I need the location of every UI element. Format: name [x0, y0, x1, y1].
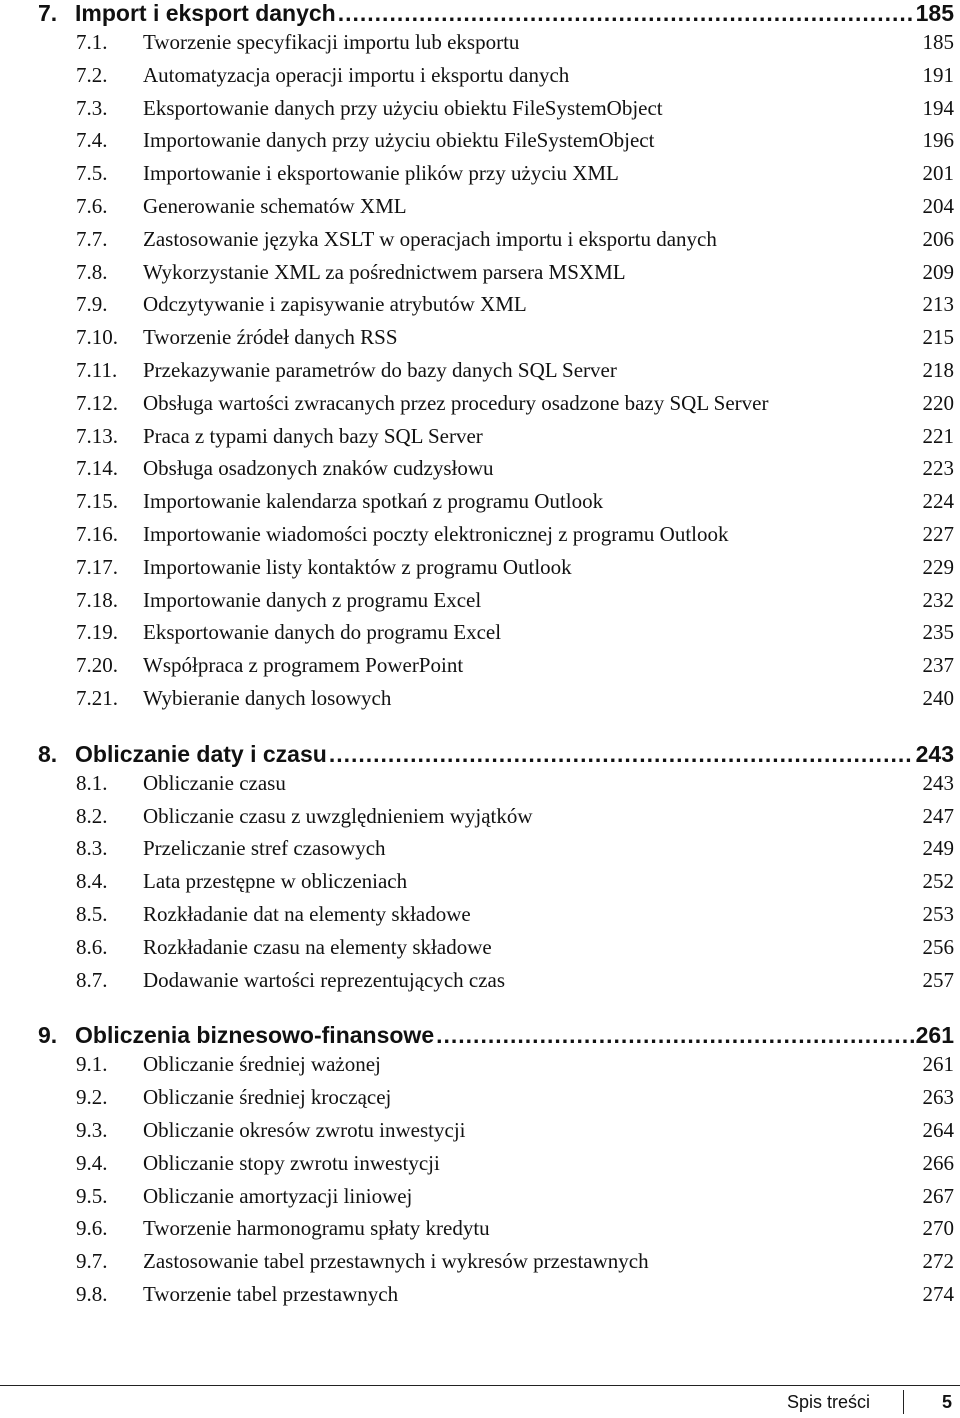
toc-entry[interactable] [38, 30, 954, 63]
toc-entry[interactable] [38, 96, 954, 129]
entry-title: Eksportowanie danych do programu Excel [143, 620, 502, 645]
entry-title: Wybieranie danych losowych [143, 685, 392, 710]
toc-entry[interactable] [38, 161, 954, 194]
entry-page: 272 [922, 1249, 954, 1274]
entry-page: 229 [922, 554, 954, 579]
entry-number: 7.21. [76, 685, 118, 710]
entry-page: 235 [922, 620, 954, 645]
page-footer [0, 1385, 960, 1418]
entry-number: 8.2. [76, 803, 108, 828]
entry-page: 267 [922, 1183, 954, 1208]
entry-number: 7.18. [76, 587, 118, 612]
entry-number: 7.14. [76, 456, 118, 481]
chapter-title: Obliczanie daty i czasu [75, 740, 327, 767]
toc-entry[interactable] [38, 227, 954, 260]
entry-title: Zastosowanie języka XSLT w operacjach importu i eksportu danych [143, 226, 717, 251]
entry-title: Tworzenie harmonogramu spłaty kredytu [143, 1216, 490, 1241]
entry-page: 204 [922, 193, 954, 218]
chapter-number: 8. [38, 740, 58, 767]
entry-page: 263 [922, 1085, 954, 1110]
entry-title: Obsługa osadzonych znaków cudzysłowu [143, 456, 494, 481]
entry-number: 9.8. [76, 1281, 108, 1306]
entry-number: 7.4. [76, 128, 108, 153]
entry-number: 7.17. [76, 554, 118, 579]
entry-title: Odczytywanie i zapisywanie atrybutów XML [143, 292, 527, 317]
entry-number: 7.15. [76, 489, 118, 514]
toc-entry[interactable] [38, 804, 954, 837]
toc-entry[interactable] [38, 1216, 954, 1249]
entry-number: 7.11. [76, 357, 118, 382]
dot-leader [338, 0, 914, 27]
chapter-title: Obliczenia biznesowo-finansowe [75, 1022, 435, 1049]
entry-title: Obsługa wartości zwracanych przez procedury osadzone bazy SQL Server [143, 390, 769, 415]
toc-entry[interactable] [38, 63, 954, 96]
chapter-page: 243 [915, 740, 954, 767]
entry-page: 274 [922, 1281, 954, 1306]
toc-entry[interactable] [38, 588, 954, 621]
entry-number: 7.20. [76, 653, 118, 678]
entry-number: 7.2. [76, 62, 108, 87]
chapter-heading[interactable] [38, 0, 954, 30]
entry-number: 8.7. [76, 967, 108, 992]
entry-title: Obliczanie amortyzacji liniowej [143, 1183, 413, 1208]
entry-number: 9.3. [76, 1117, 108, 1142]
entry-page: 201 [922, 161, 954, 186]
table-of-contents [38, 0, 954, 1315]
footer-page-number: 5 [941, 1392, 952, 1412]
toc-entry[interactable] [38, 902, 954, 935]
entry-title: Generowanie schematów XML [143, 193, 407, 218]
entry-number: 7.10. [76, 325, 118, 350]
toc-entry[interactable] [38, 1052, 954, 1085]
toc-entry[interactable] [38, 1249, 954, 1282]
entry-title: Tworzenie specyfikacji importu lub eksportu [143, 30, 520, 54]
toc-entry[interactable] [38, 1151, 954, 1184]
entry-number: 7.7. [76, 226, 108, 251]
toc-entry[interactable] [38, 968, 954, 1001]
entry-title: Importowanie kalendarza spotkań z programu Outlook [143, 489, 604, 514]
entry-title: Obliczanie stopy zwrotu inwestycji [143, 1150, 440, 1175]
entry-number: 9.5. [76, 1183, 108, 1208]
toc-entry[interactable] [38, 686, 954, 719]
entry-title: Zastosowanie tabel przestawnych i wykresów przestawnych [143, 1249, 649, 1274]
toc-entry[interactable] [38, 194, 954, 227]
entry-page: 185 [922, 30, 954, 54]
entry-title: Tworzenie źródeł danych RSS [143, 325, 398, 350]
chapter-heading[interactable] [38, 741, 954, 771]
entry-title: Obliczanie średniej ważonej [143, 1052, 381, 1077]
entry-title: Przekazywanie parametrów do bazy danych SQL Server [143, 357, 617, 382]
entry-title: Importowanie danych przy użyciu obiektu FileSystemObject [143, 128, 655, 153]
toc-entry[interactable] [38, 391, 954, 424]
entry-page: 227 [922, 521, 954, 546]
entry-page: 253 [922, 901, 954, 926]
entry-title: Importowanie danych z programu Excel [143, 587, 482, 612]
toc-entry[interactable] [38, 1184, 954, 1217]
chapter-page: 261 [915, 1022, 954, 1049]
entry-page: 223 [922, 456, 954, 481]
entry-page: 256 [922, 934, 954, 959]
entry-page: 215 [922, 325, 954, 350]
entry-page: 247 [922, 803, 954, 828]
entry-title: Rozkładanie czasu na elementy składowe [143, 934, 492, 959]
entry-page: 220 [922, 390, 954, 415]
entry-number: 7.19. [76, 620, 118, 645]
entry-number: 8.5. [76, 901, 108, 926]
toc-entry[interactable] [38, 935, 954, 968]
toc-entry[interactable] [38, 836, 954, 869]
toc-entry[interactable] [38, 260, 954, 293]
entry-title: Przeliczanie stref czasowych [143, 836, 386, 861]
dot-leader [329, 741, 914, 768]
entry-page: 232 [922, 587, 954, 612]
entry-number: 7.16. [76, 521, 118, 546]
entry-page: 191 [922, 62, 954, 87]
entry-number: 8.4. [76, 869, 108, 894]
entry-page: 209 [922, 259, 954, 284]
entry-number: 9.2. [76, 1085, 108, 1110]
entry-title: Dodawanie wartości reprezentujących czas [143, 967, 506, 992]
entry-page: 243 [922, 770, 954, 795]
toc-entry[interactable] [38, 1085, 954, 1118]
entry-page: 206 [922, 226, 954, 251]
entry-title: Obliczanie średniej kroczącej [143, 1085, 392, 1110]
entry-title: Automatyzacja operacji importu i eksportu danych [143, 62, 570, 87]
entry-title: Eksportowanie danych przy użyciu obiektu FileSystemObject [143, 95, 663, 120]
entry-title: Lata przestępne w obliczeniach [143, 869, 408, 894]
entry-title: Importowanie i eksportowanie plików przy użyciu XML [143, 161, 619, 186]
chapter-spacer [38, 1000, 954, 1022]
toc-entry[interactable] [38, 325, 954, 358]
chapter-number: 7. [38, 0, 58, 26]
chapter-spacer [38, 719, 954, 741]
entry-number: 7.12. [76, 390, 118, 415]
entry-number: 7.13. [76, 423, 118, 448]
entry-title: Współpraca z programem PowerPoint [143, 653, 464, 678]
toc-entry[interactable] [38, 128, 954, 161]
entry-page: 194 [922, 95, 954, 120]
entry-page: 261 [922, 1052, 954, 1077]
entry-page: 224 [922, 489, 954, 514]
chapter-page: 185 [915, 0, 954, 26]
toc-entry[interactable] [38, 869, 954, 902]
toc-entry[interactable] [38, 1118, 954, 1151]
entry-number: 8.3. [76, 836, 108, 861]
toc-entry[interactable] [38, 771, 954, 804]
entry-number: 7.5. [76, 161, 108, 186]
entry-page: 237 [922, 653, 954, 678]
toc-entry[interactable] [38, 620, 954, 653]
entry-page: 252 [922, 869, 954, 894]
entry-number: 9.6. [76, 1216, 108, 1241]
entry-number: 7.3. [76, 95, 108, 120]
entry-number: 9.4. [76, 1150, 108, 1175]
entry-title: Rozkładanie dat na elementy składowe [143, 901, 471, 926]
entry-number: 8.6. [76, 934, 108, 959]
entry-title: Praca z typami danych bazy SQL Server [143, 423, 483, 448]
entry-title: Importowanie wiadomości poczty elektronicznej z programu Outlook [143, 521, 729, 546]
entry-title: Obliczanie czasu z uwzględnieniem wyjątków [143, 803, 533, 828]
entry-page: 221 [922, 423, 954, 448]
entry-title: Obliczanie czasu [143, 770, 286, 795]
entry-page: 213 [922, 292, 954, 317]
toc-entry[interactable] [38, 555, 954, 588]
entry-page: 266 [922, 1150, 954, 1175]
entry-number: 7.9. [76, 292, 108, 317]
toc-entry[interactable] [38, 424, 954, 457]
toc-entry[interactable] [38, 1282, 954, 1315]
entry-page: 270 [922, 1216, 954, 1241]
chapter-title: Import i eksport danych [75, 0, 336, 26]
dot-leader [436, 1022, 914, 1049]
entry-page: 196 [922, 128, 954, 153]
entry-number: 7.1. [76, 30, 108, 54]
toc-entry[interactable] [38, 522, 954, 555]
entry-number: 8.1. [76, 770, 108, 795]
entry-title: Wykorzystanie XML za pośrednictwem parsera MSXML [143, 259, 626, 284]
footer-separator [903, 1390, 904, 1414]
chapter-heading[interactable] [38, 1022, 954, 1052]
entry-title: Tworzenie tabel przestawnych [143, 1281, 399, 1306]
entry-page: 218 [922, 357, 954, 382]
toc-entry[interactable] [38, 292, 954, 325]
entry-title: Obliczanie okresów zwrotu inwestycji [143, 1117, 466, 1142]
entry-number: 9.7. [76, 1249, 108, 1274]
entry-number: 7.8. [76, 259, 108, 284]
entry-number: 7.6. [76, 193, 108, 218]
toc-entry[interactable] [38, 456, 954, 489]
entry-title: Importowanie listy kontaktów z programu Outlook [143, 554, 572, 579]
footer-label: Spis treści [786, 1392, 870, 1412]
toc-entry[interactable] [38, 358, 954, 391]
entry-page: 240 [922, 685, 954, 710]
toc-entry[interactable] [38, 653, 954, 686]
entry-page: 264 [922, 1117, 954, 1142]
entry-page: 257 [922, 967, 954, 992]
toc-entry[interactable] [38, 489, 954, 522]
entry-number: 9.1. [76, 1052, 108, 1077]
entry-page: 249 [922, 836, 954, 861]
chapter-number: 9. [38, 1022, 58, 1049]
